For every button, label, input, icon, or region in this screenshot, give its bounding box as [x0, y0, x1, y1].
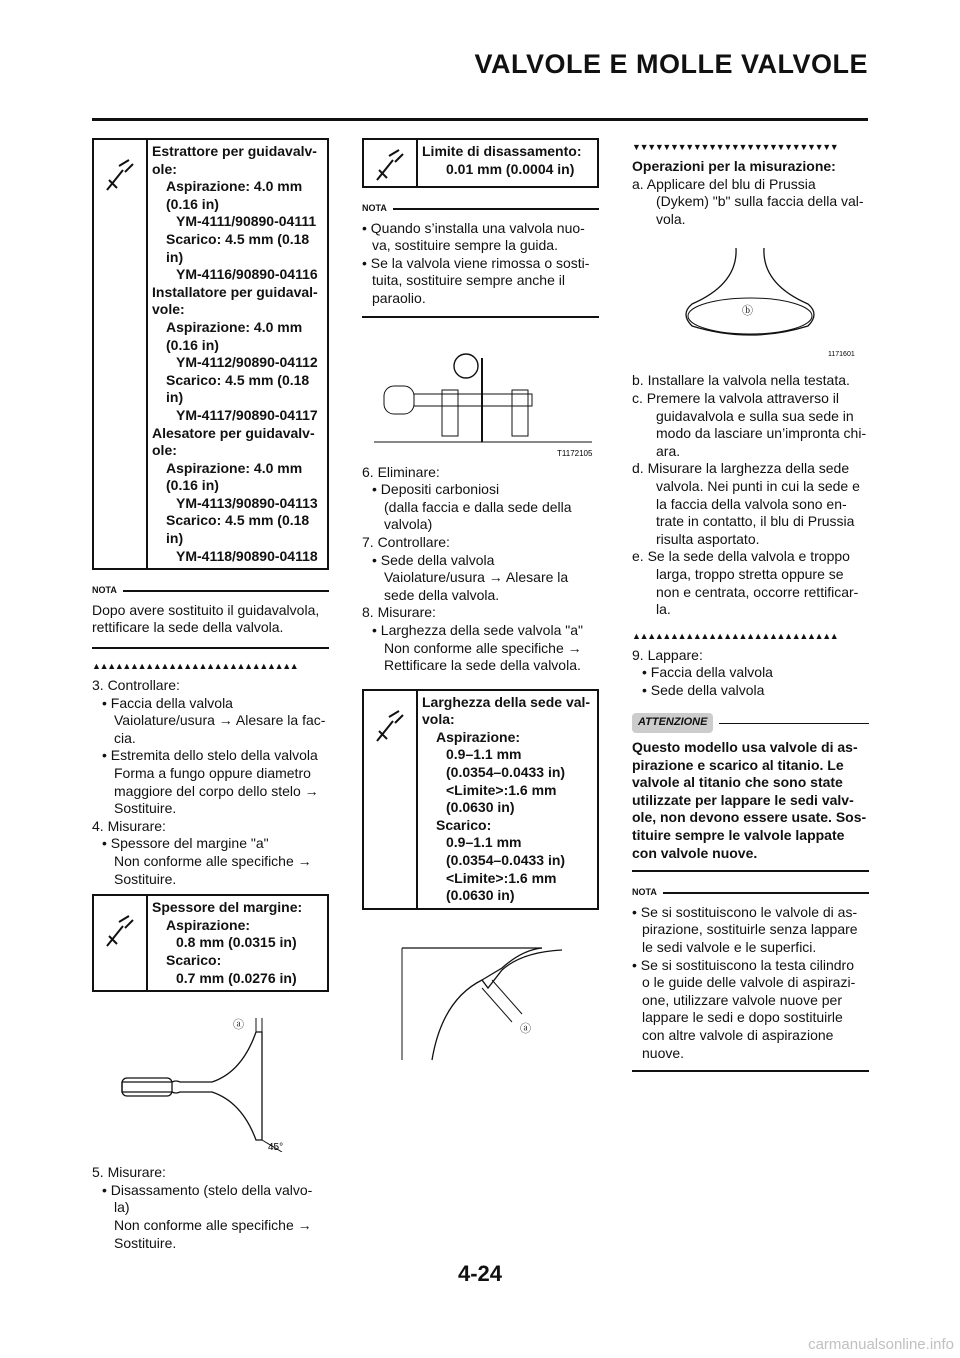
step-text: ara.: [656, 442, 681, 459]
figure-label-a: ⓐ: [233, 1019, 244, 1032]
spec-line: 0.9–1.1 mm: [446, 834, 522, 851]
step-text: non e centrata, occorre rettificar-: [656, 583, 859, 600]
spec-line: in): [166, 248, 184, 265]
procedure-end-marker: ▲▲▲▲▲▲▲▲▲▲▲▲▲▲▲▲▲▲▲▲▲▲▲▲▲▲▲: [632, 630, 838, 641]
nota-text: va, sostituire sempre la guida.: [372, 237, 558, 254]
step-text: Non conforme alle specifiche →: [384, 639, 582, 656]
column-middle: [362, 138, 599, 1070]
step-text: a. Applicare del blu di Prussia: [632, 175, 816, 192]
nota-text: • Se la valvola viene rimossa o sosti-: [362, 254, 590, 271]
spec-line: Scarico: 4.5 mm (0.18: [166, 230, 310, 247]
spec-line: in): [166, 389, 184, 406]
nota-text: • Se si sostituiscono le valvole di as-: [632, 903, 858, 920]
step-text: larga, troppo stretta oppure se: [656, 565, 844, 582]
spec-line: 0.7 mm (0.0276 in): [176, 969, 297, 986]
spec-line: 0.8 mm (0.0315 in): [176, 934, 297, 951]
spec-line: Spessore del margine:: [152, 899, 303, 916]
nota-text: tuita, sostituire sempre anche il: [372, 272, 565, 289]
spec-line: 0.9–1.1 mm: [446, 746, 522, 763]
wrench-icon: [364, 140, 418, 186]
nota-text: con altre valvole di aspirazione: [642, 1026, 834, 1043]
step-text: Vaiolature/usura → Alesare la: [384, 569, 569, 586]
step-text: trate in contatto, il blu di Prussia: [656, 513, 855, 530]
spec-line: YM-4112/90890-04112: [176, 354, 318, 371]
step-text: e. Se la sede della valvola e troppo: [632, 548, 850, 565]
nota-heading: NOTA: [362, 200, 599, 218]
spec-line: Scarico:: [436, 816, 492, 833]
spec-line: Aspirazione:: [166, 916, 251, 933]
nota-text: lappare le sedi e dopo sostituirle: [642, 1009, 843, 1026]
wrench-icon: [94, 140, 148, 568]
step-text: modo da lasciare un’impronta chi-: [656, 425, 867, 442]
wrench-icon: [364, 691, 418, 908]
step-text: la.: [656, 601, 671, 618]
dial-gauge-figure: [362, 338, 599, 458]
nota-text: one, utilizzare valvole nuove per: [642, 991, 843, 1008]
nota-text: le sedi valvole e le superfici.: [642, 939, 817, 955]
spec-line: YM-4117/90890-04117: [176, 406, 318, 423]
spec-line: <Limite>:1.6 mm: [446, 869, 557, 886]
spec-line: Scarico: 4.5 mm (0.18: [166, 512, 310, 529]
step-text: b. Installare la valvola nella testata.: [632, 372, 850, 389]
procedure-end-marker: ▲▲▲▲▲▲▲▲▲▲▲▲▲▲▲▲▲▲▲▲▲▲▲▲▲▲▲: [92, 661, 298, 672]
attenzione-heading: ATTENZIONE: [632, 713, 869, 733]
spec-line: Installatore per guidaval-: [152, 283, 318, 300]
step-text: 7. Controllare:: [362, 533, 450, 550]
procedure-start-marker: ▼▼▼▼▼▼▼▼▼▼▼▼▼▼▼▼▼▼▼▼▼▼▼▼▼▼▼: [632, 142, 838, 152]
step-text: cia.: [114, 729, 136, 746]
page-title: VALVOLE E MOLLE VALVOLE: [474, 49, 868, 79]
spec-line: Larghezza della sede val-: [422, 693, 591, 710]
spec-line: 0.01 mm (0.0004 in): [446, 160, 575, 177]
nota-text: • Quando s’installa una valvola nuo-: [362, 219, 585, 236]
divider: [632, 1070, 869, 1072]
step-text: la): [114, 1199, 130, 1216]
nota-text: • Se si sostituiscono la testa cilindro: [632, 956, 855, 973]
step-text: Sostituire.: [114, 800, 177, 817]
header-rule: [92, 118, 868, 121]
step-text: 3. Controllare:: [92, 677, 180, 694]
attenzione-text: Questo modello usa valvole di as- pirazione e scarico al titanio. Le valvole al titanio che sono state utilizzate per lappare le sedi valv- ole, non devono essere usate. Sos- tituire sempre le valvole lappate con valvole nuove.: [632, 739, 867, 861]
step-text: d. Misurare la larghezza della sede: [632, 460, 850, 477]
spec-line: ole:: [152, 442, 177, 459]
nota-text: paraolio.: [372, 289, 426, 306]
step-text: Non conforme alle specifiche →: [114, 852, 312, 869]
spec-line: Aspirazione: 4.0 mm: [166, 459, 303, 476]
step-text: 8. Misurare:: [362, 604, 436, 621]
step-text: (Dykem) "b" sulla faccia della val-: [656, 193, 864, 210]
nota-heading: NOTA: [632, 884, 869, 902]
spec-line: Scarico: 4.5 mm (0.18: [166, 371, 310, 388]
nota-text: pirazione, sostituirle senza lappare: [642, 921, 858, 938]
spec-line: Aspirazione: 4.0 mm: [166, 318, 303, 335]
spec-line: Limite di disassamento:: [422, 143, 582, 159]
divider: [362, 316, 599, 318]
spec-line: (0.16 in): [166, 195, 219, 212]
step-text: valvola): [384, 516, 433, 533]
spec-line: vola:: [422, 711, 455, 728]
step-text: 4. Misurare:: [92, 817, 166, 834]
step-text: Forma a fungo oppure diametro: [114, 765, 311, 781]
step-text: • Estremita dello stelo della valvola: [102, 747, 318, 764]
divider: [632, 870, 869, 872]
spec-line: YM-4118/90890-04118: [176, 547, 318, 564]
spec-line: (0.0354–0.0433 in): [446, 852, 566, 869]
step-text: maggiore del corpo dello stelo →: [114, 782, 319, 799]
step-text: Vaiolature/usura → Alesare la fac-: [114, 712, 326, 729]
spec-line: (0.16 in): [166, 477, 219, 494]
step-text: • Depositi carboniosi: [372, 481, 500, 498]
spec-line: YM-4116/90890-04116: [176, 266, 318, 283]
valve-face-figure: [632, 244, 869, 364]
nota-text: o le guide delle valvole di aspirazi-: [642, 974, 856, 991]
valve-seat-figure: [362, 940, 599, 1070]
nota-text: nuove.: [642, 1044, 685, 1061]
figure-code: T1172105: [557, 448, 593, 458]
step-text: sede della valvola.: [384, 586, 500, 603]
column-left: [92, 138, 329, 1252]
wrench-icon: [94, 896, 148, 990]
divider: [92, 647, 329, 649]
spec-line: (0.0630 in): [446, 799, 515, 816]
step-text: Sostituire.: [114, 870, 177, 887]
spec-line: Aspirazione: 4.0 mm: [166, 178, 303, 195]
step-text: • Faccia della valvola: [642, 664, 773, 681]
margin-spec-box: [92, 894, 329, 992]
seat-width-spec-box: [362, 689, 599, 910]
step-text: • Sede della valvola: [372, 551, 495, 568]
step-text: 6. Eliminare:: [362, 463, 440, 480]
runout-spec-box: [362, 138, 599, 188]
procedure-heading: Operazioni per la misurazione:: [632, 158, 836, 174]
step-text: 5. Misurare:: [92, 1164, 166, 1181]
spec-line: Estrattore per guidavalv-: [152, 143, 317, 159]
step-text: • Faccia della valvola: [102, 694, 233, 711]
step-text: Rettificare la sede della valvola.: [384, 657, 581, 674]
spec-line: (0.0630 in): [446, 887, 515, 904]
step-text: Sostituire.: [114, 1234, 177, 1251]
spec-line: in): [166, 530, 184, 547]
spec-line: vole:: [152, 301, 185, 318]
step-text: valvola. Nei punti in cui la sede e: [656, 477, 860, 494]
spec-line: Aspirazione:: [436, 728, 521, 745]
spec-line: <Limite>:1.6 mm: [446, 781, 557, 798]
step-text: vola.: [656, 210, 686, 227]
spec-line: Scarico:: [166, 951, 222, 968]
step-text: la faccia della valvola sono en-: [656, 495, 847, 512]
step-text: Non conforme alle specifiche →: [114, 1216, 312, 1233]
step-text: • Spessore del margine "a": [102, 835, 269, 852]
step-text: guidavalvola e sulla sua sede in: [656, 407, 854, 424]
watermark: carmanualsonline.info: [808, 1336, 954, 1353]
step-text: c. Premere la valvola attraverso il: [632, 389, 839, 406]
spec-line: YM-4111/90890-04111: [176, 213, 317, 230]
figure-label-b: ⓑ: [742, 305, 753, 318]
nota-text: Dopo avere sostituito il guidavalvola, rettificare la sede della valvola.: [92, 601, 320, 636]
page-number: 4-24: [457, 1261, 503, 1286]
spec-line: YM-4113/90890-04113: [176, 494, 318, 511]
spec-line: (0.0354–0.0433 in): [446, 764, 566, 781]
step-text: • Disassamento (stelo della valvo-: [102, 1181, 313, 1198]
spec-line: Alesatore per guidavalv-: [152, 424, 315, 441]
spec-line: (0.16 in): [166, 336, 219, 353]
step-text: • Larghezza della sede valvola "a": [372, 621, 583, 638]
tool-spec-box: [92, 138, 329, 570]
valve-margin-figure: [92, 1012, 329, 1152]
figure-code: 1171601: [828, 351, 855, 359]
spec-line: ole:: [152, 160, 177, 177]
step-text: • Sede della valvola: [642, 681, 765, 698]
figure-angle-label: 45°: [268, 1142, 284, 1153]
nota-heading: NOTA: [92, 582, 329, 600]
step-text: (dalla faccia e dalla sede della: [384, 498, 572, 515]
step-text: risulta asportato.: [656, 530, 760, 547]
column-right: [632, 138, 869, 1072]
step-text: 9. Lappare:: [632, 646, 703, 663]
figure-label-a: ⓐ: [520, 1022, 531, 1035]
